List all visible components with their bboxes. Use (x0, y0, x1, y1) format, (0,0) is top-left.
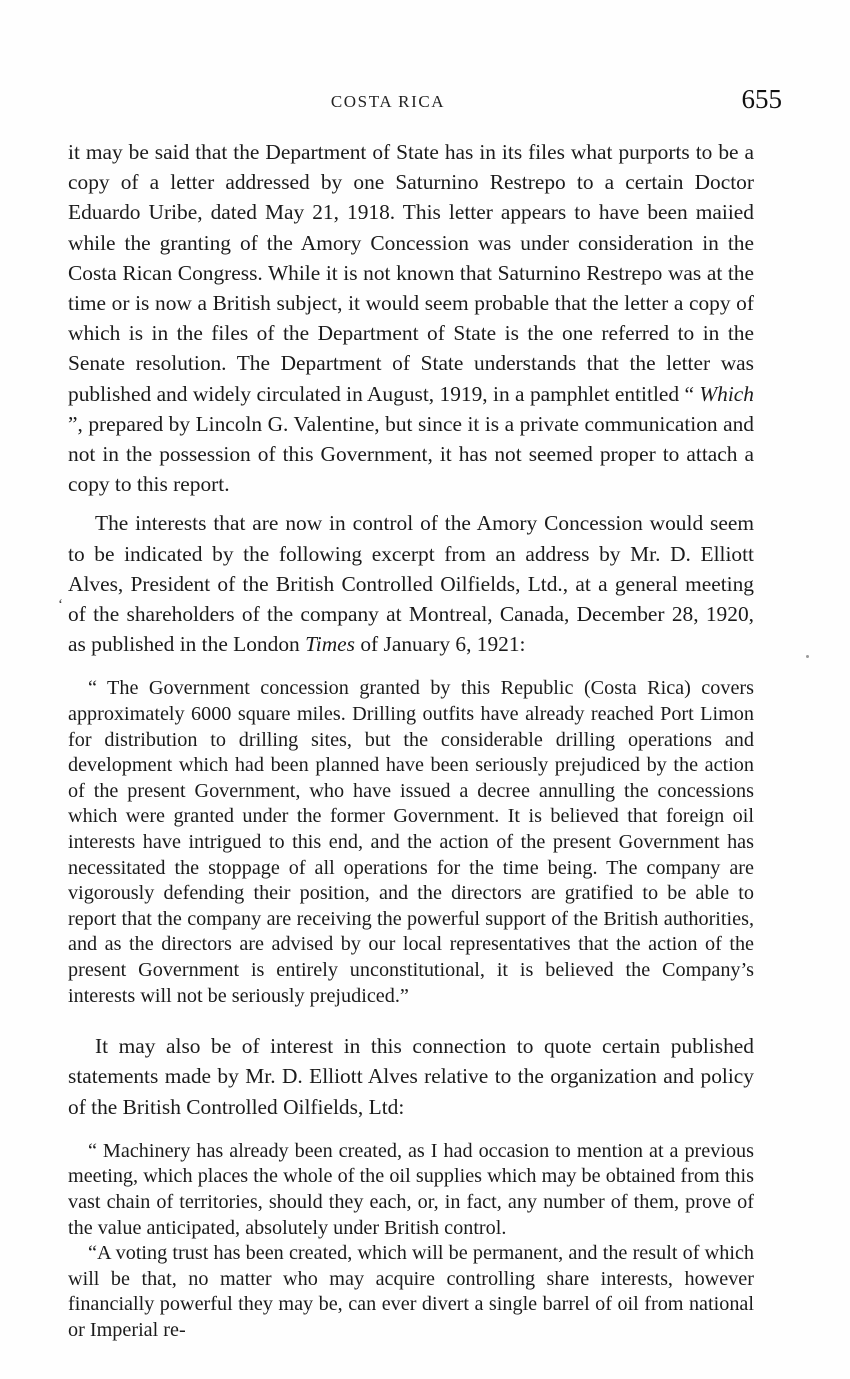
running-head: COSTA RICA (330, 92, 446, 111)
margin-tick-mark: ‘ (58, 597, 63, 613)
paragraph-6-quotation: “A voting trust has been created, which will be permanent, and the result of which will be that, no matter who may acquire controlling share interests, however financially powerful they may be, can ever divert a single barrel of oil from national or Imperial re- (68, 1242, 754, 1341)
margin-dot-mark (806, 655, 809, 658)
paragraph-spacer (68, 1122, 754, 1139)
paragraph-1: it may be said that the Department of State has in its files what purports to be a copy of a letter addressed by one Saturnino Restrepo to a certain Doctor Eduardo Uribe, dated May 21, 1918. This letter appears to have been maiied while the granting of the Amory Concession was under consideration in the Costa Rican Congress. While it is not known that Saturnino Restrepo was at the time or is now a British subject, it would seem probable that the letter a copy of which is in the files of the Department of State is the one referred to in the Senate resolution. The Department of State understands that the letter was published and widely circulated in August, 1919, in a pamphlet entitled “ Which ”, prepared by Lincoln G. Valentine, but since it is a private communication and not in the possession of this Government, it has not seemed proper to attach a copy to this report. (68, 140, 754, 497)
paragraph-spacer (68, 499, 754, 508)
paragraph-3-quotation: “ The Government concession granted by this Republic (Costa Rica) covers approximately 6000 square miles. Drilling outfits have already reached Port Limon for distribution to drilling sites, but the considerable drilling operations and development which had been planned have been seriously prejudiced by the action of the present Government, who have issued a decree annulling the concessions which were granted under the former Government. It is believed that foreign oil interests have intrigued to this end, and the action of the present Government has necessitated the stoppage of all operations for the time being. The company are vigorously defending their position, and the directors are gratified to be able to report that the company are receiving the powerful support of the British authorities, and as the directors are advised by our local representatives that the action of the present Government is entirely unconstitutional, it is believed the Company’s interests will not be seriously prejudiced.” (68, 677, 754, 1007)
body-text-column (68, 137, 754, 1344)
page-number: 655 (741, 84, 782, 114)
paragraph-2: The interests that are now in control of the Amory Concession would seem to be indicated by the following excerpt from an address by Mr. D. Elliott Alves, President of the British Controlled Oilfields, Ltd., at a general meeting of the shareholders of the company at Montreal, Canada, December 28, 1920, as published in the London Times of January 6, 1921: (68, 511, 754, 657)
paragraph-spacer (68, 1009, 754, 1031)
page-header (68, 84, 782, 120)
paragraph-5-quotation: “ Machinery has already been created, as I had occasion to mention at a previous meeting, which places the whole of the oil supplies which may be obtained from this vast chain of territories, should they each, or, in fact, any number of them, prove of the value anticipated, absolutely under British control. (68, 1139, 754, 1239)
paragraph-4: It may also be of interest in this connection to quote certain published statements made by Mr. D. Elliott Alves relative to the organization and policy of the British Controlled Oilfields, Ltd: (68, 1034, 754, 1119)
paragraph-spacer (68, 659, 754, 676)
